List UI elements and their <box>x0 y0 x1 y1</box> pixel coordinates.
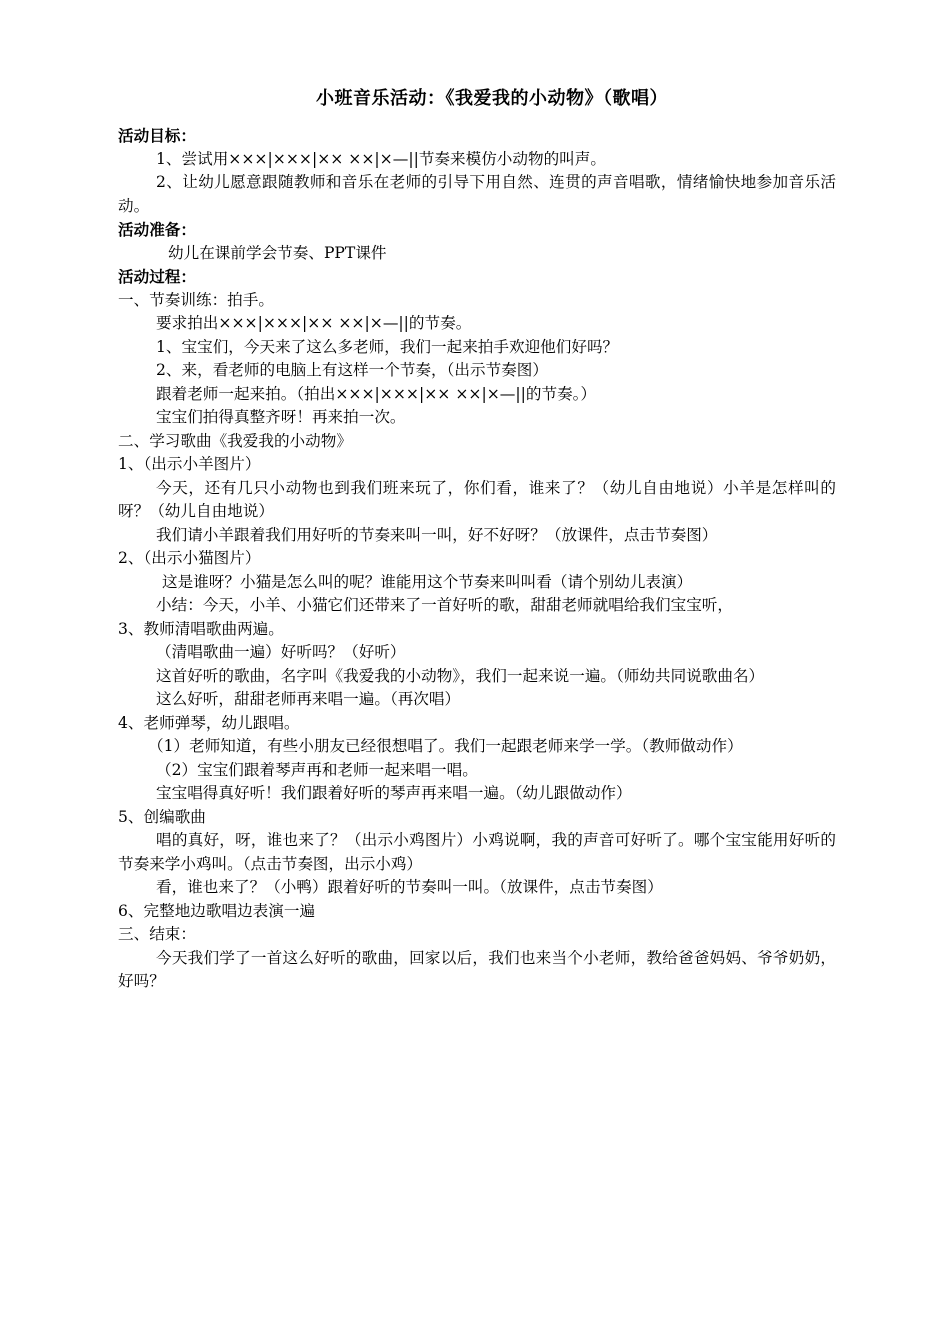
paragraph: 2、来，看老师的电脑上有这样一个节奏，（出示节奏图） <box>156 361 548 379</box>
paragraph: 一、节奏训练：拍手。 <box>118 290 274 309</box>
paragraph: 1、（出示小羊图片） <box>118 455 261 473</box>
paragraph: （1）老师知道，有些小朋友已经很想唱了。我们一起跟老师来学一学。（教师做动作） <box>148 737 743 755</box>
paragraph: 今天，还有几只小动物也到我们班来玩了，你们看，谁来了？（幼儿自由地说）小羊是怎样叫的呀？（幼儿自由地说） <box>118 478 836 520</box>
paragraph: 2、（出示小猫图片） <box>118 549 261 567</box>
paragraph: 6、完整地边歌唱边表演一遍 <box>118 901 316 920</box>
document-title: 小班音乐活动：《我爱我的小动物》（歌唱） <box>316 88 668 109</box>
paragraph: 这是谁呀？小猫是怎么叫的呢？谁能用这个节奏来叫叫看（请个别幼儿表演） <box>162 572 693 591</box>
paragraph: 幼儿在课前学会节奏、PPT课件 <box>168 243 387 262</box>
paragraph: 4、老师弹琴，幼儿跟唱。 <box>118 713 300 732</box>
paragraph: 宝宝唱得真好听！我们跟着好听的琴声再来唱一遍。（幼儿跟做动作） <box>156 784 632 802</box>
paragraph: 小结：今天，小羊、小猫它们还带来了一首好听的歌，甜甜老师就唱给我们宝宝听， <box>156 596 733 614</box>
paragraph: （清唱歌曲一遍）好听吗？（好听） <box>156 643 406 661</box>
section-heading: 活动准备： <box>118 220 196 239</box>
section-heading: 活动目标： <box>118 126 196 145</box>
paragraph: 1、宝宝们，今天来了这么多老师，我们一起来拍手欢迎他们好吗？ <box>156 337 619 356</box>
paragraph: 5、创编歌曲 <box>118 807 206 826</box>
paragraph: 二、学习歌曲《我爱我的小动物》 <box>118 431 352 450</box>
paragraph: 这首好听的歌曲，名字叫《我爱我的小动物》，我们一起来说一遍。（师幼共同说歌曲名） <box>156 666 765 685</box>
paragraph: 看，谁也来了？（小鸭）跟着好听的节奏叫一叫。（放课件，点击节奏图） <box>156 878 663 896</box>
paragraph: 我们请小羊跟着我们用好听的节奏来叫一叫，好不好呀？（放课件，点击节奏图） <box>156 525 718 544</box>
section-heading: 活动过程： <box>118 267 196 286</box>
paragraph: 跟着老师一起来拍。（拍出×××|×××|×× ××|×—||的节奏。） <box>156 384 597 403</box>
paragraph: 要求拍出×××|×××|×× ××|×—||的节奏。 <box>156 314 472 332</box>
paragraph: （2）宝宝们跟着琴声再和老师一起来唱一唱。 <box>156 760 478 779</box>
paragraph: 宝宝们拍得真整齐呀！再来拍一次。 <box>156 408 406 426</box>
paragraph: 3、教师清唱歌曲两遍。 <box>118 619 284 638</box>
paragraph: 三、结束： <box>118 925 196 943</box>
paragraph: 1、尝试用×××|×××|×× ××|×—||节奏来模仿小动物的叫声。 <box>156 149 606 168</box>
paragraph: 今天我们学了一首这么好听的歌曲，回家以后，我们也来当个小老师，教给爸爸妈妈、爷爷奶奶，好吗？ <box>118 948 836 990</box>
document-page <box>118 84 836 994</box>
paragraph: 2、让幼儿愿意跟随教师和音乐在老师的引导下用自然、连贯的声音唱歌，情绪愉快地参加音乐活动。 <box>118 173 836 215</box>
paragraph: 这么好听，甜甜老师再来唱一遍。（再次唱） <box>156 690 461 708</box>
paragraph: 唱的真好，呀，谁也来了？（出示小鸡图片）小鸡说啊，我的声音可好听了。哪个宝宝能用好听的节奏来学小鸡叫。（点击节奏图，出示小鸡） <box>118 831 836 873</box>
